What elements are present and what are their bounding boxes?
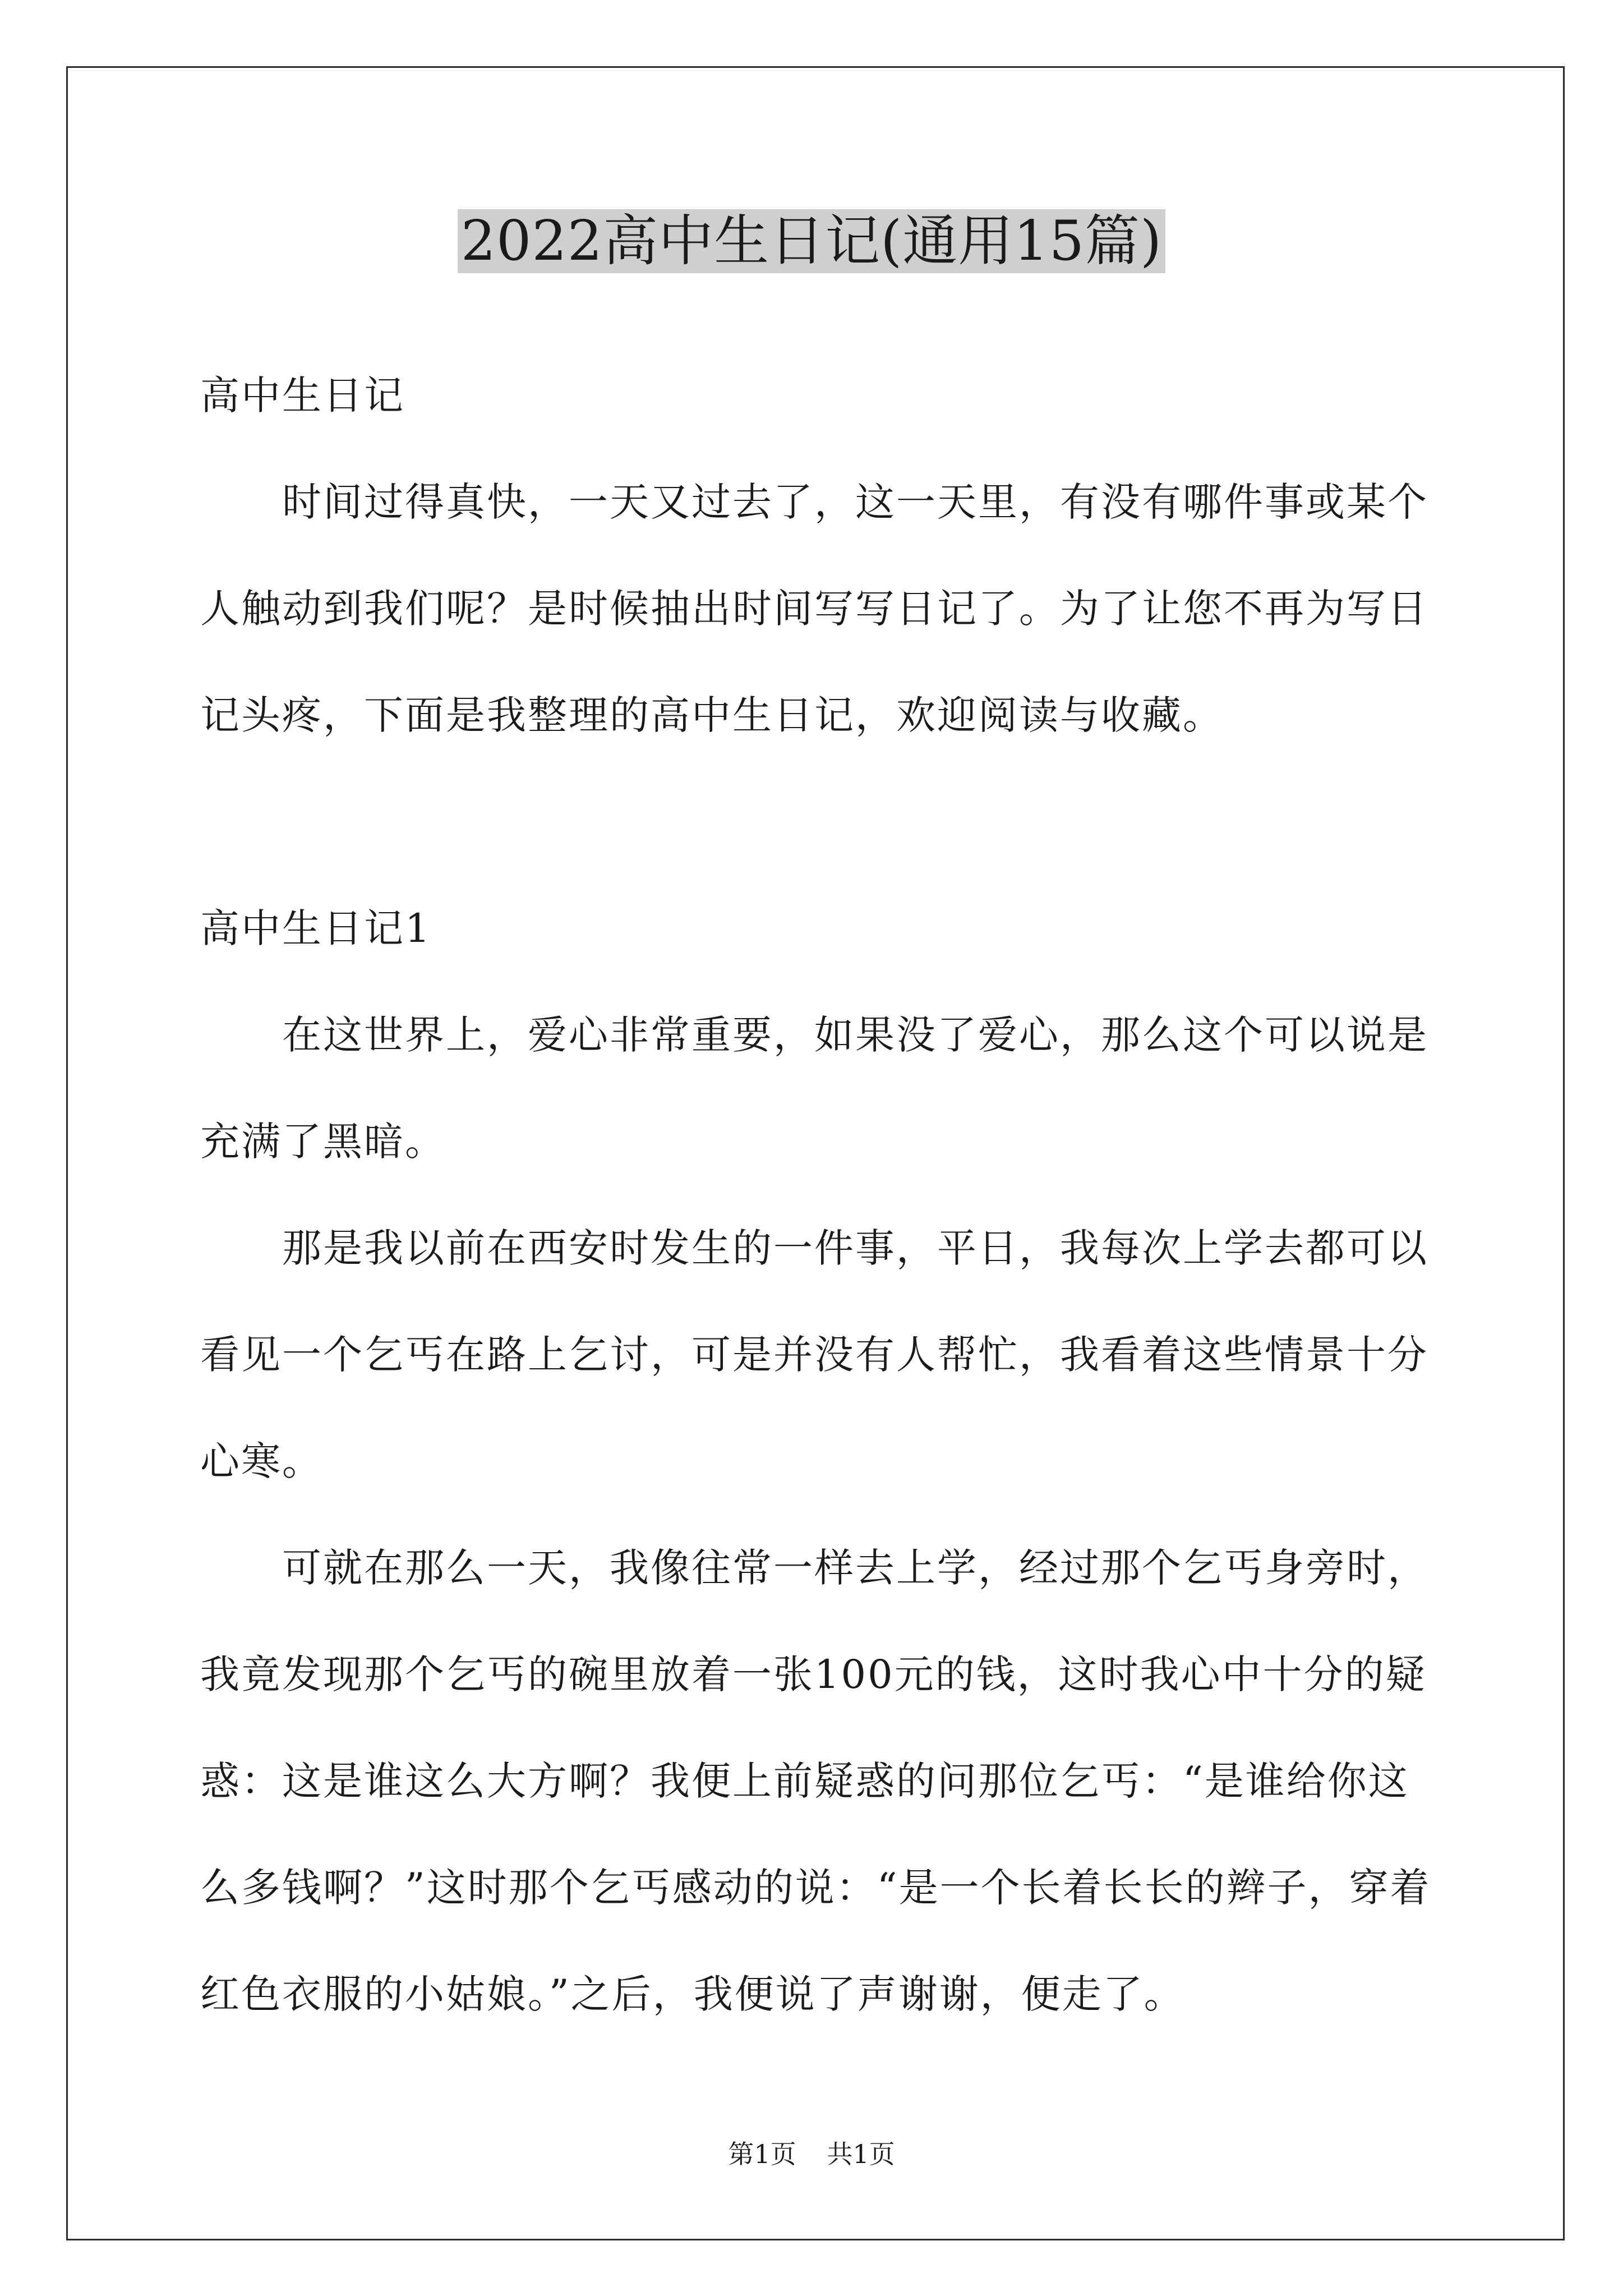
document-body [200, 342, 1434, 2047]
section-heading-diary1: 高中生日记1 [200, 905, 432, 951]
page-number-current: 第1页 [728, 2139, 796, 2169]
page-footer [0, 2137, 1623, 2171]
page-number-total: 共1页 [827, 2139, 895, 2169]
diary1-paragraph-2: 那是我以前在西安时发生的一件事，平日，我每次上学去都可以看见一个乞丐在路上乞讨，可是并没有人帮忙，我看着这些情景十分心寒。 [200, 1225, 1428, 1484]
document-title [0, 202, 1623, 280]
diary1-paragraph-3: 可就在那么一天，我像往常一样去上学，经过那个乞丐身旁时，我竟发现那个乞丐的碗里放着一张100元的钱，这时我心中十分的疑惑：这是谁这么大方啊？我便上前疑惑的问那位乞丐：“是谁给你这么多钱啊？”这时那个乞丐感动的说：“是一个长着长长的辫子，穿着红色衣服的小姑娘。”之后，我便说了声谢谢，便走了。 [200, 1545, 1431, 2017]
section-heading-intro: 高中生日记 [200, 372, 405, 418]
intro-paragraph: 时间过得真快，一天又过去了，这一天里，有没有哪件事或某个人触动到我们呢？是时候抽出时间写写日记了。为了让您不再为写日记头疼，下面是我整理的高中生日记，欢迎阅读与收藏。 [200, 479, 1428, 738]
section-spacer [200, 769, 1434, 875]
document-title-text: 2022高中生日记(通用15篇) [458, 209, 1166, 273]
diary1-paragraph-1: 在这世界上，爱心非常重要，如果没了爱心，那么这个可以说是充满了黑暗。 [200, 1012, 1428, 1165]
